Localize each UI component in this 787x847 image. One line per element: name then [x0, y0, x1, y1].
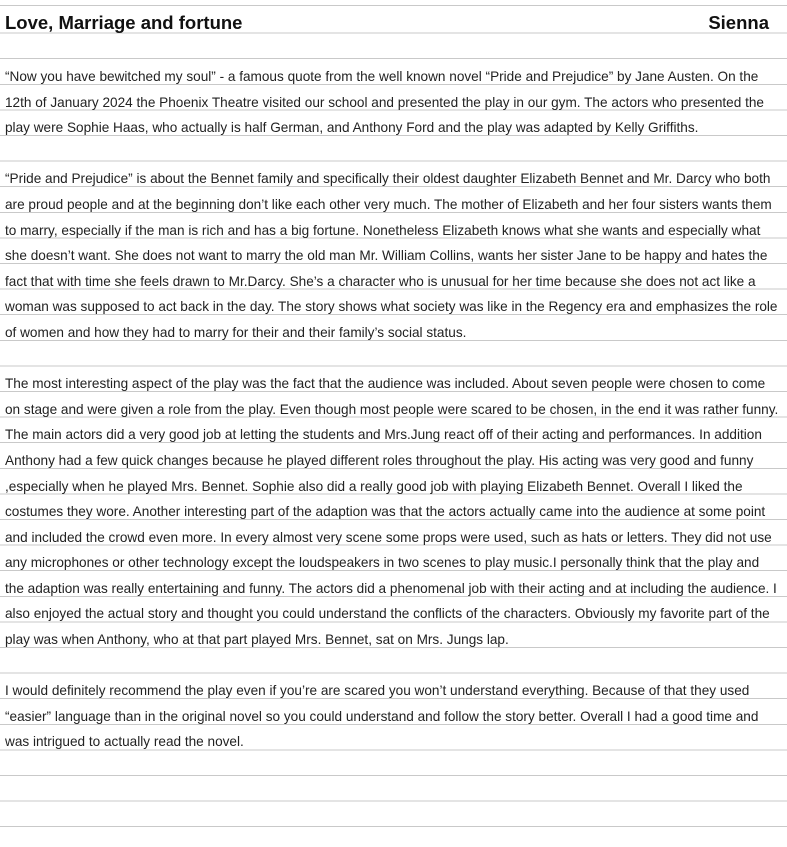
author-name: Sienna — [708, 12, 769, 33]
document-body — [5, 64, 780, 781]
paragraph-intro: “Now you have bewitched my soul” - a famous quote from the well known novel “Pride and Prejudice” by Jane Austen. On the 12th of January 2024 the Phoenix Theatre visited our school and presented the play in our gym. The actors who presented the play were Sophie Haas, who actually is half German, and Anthony Ford and the play was adapted by Kelly Griffiths. — [5, 69, 764, 136]
paragraph-plot: “Pride and Prejudice” is about the Bennet family and specifically their oldest daughter Elizabeth Bennet and Mr. Darcy who both are proud people and at the beginning don’t like each other very much. The mother of Elizabeth and her four sisters wants them to marry, especially if the man is rich and has a big fortune. Nonetheless Elizabeth knows what she wants and especially what she doesn’t want. She does not want to marry the old man Mr. William Collins, wants her sister Jane to be happy and hates the fact that with time she feels drawn to Mr.Darcy. She’s a character who is unusual for her time because she does not act like a woman was supposed to act back in the day. The story shows what society was like in the Regency era and emphasizes the role of women and how they had to marry for their and their family’s social status. — [5, 171, 778, 340]
document-title: Love, Marriage and fortune — [5, 12, 243, 33]
paragraph-recommendation: I would definitely recommend the play even if you’re are scared you won’t understand everything. Because of that they used “easier” language than in the original novel so you could understand and follow the story better. Overall I had a good time and was intrigued to actually read the novel. — [5, 683, 759, 750]
paragraph-review: The most interesting aspect of the play was the fact that the audience was included. About seven people were chosen to come on stage and were given a role from the play. Even though most people were scared to be chosen, in the end it was rather funny. The main actors did a very good job at letting the students and Mrs.Jung react off of their acting and performances. In addition Anthony had a few quick changes because he played different roles throughout the play. His acting was very good and funny ,especially when he played Mrs. Bennet. Sophie also did a really good job with playing Elizabeth Bennet. Overall I liked the costumes they wore. Another interesting part of the adaption was that the actors actually came into the audience at some point and included the crowd even more. In every almost very scene some props were used, such as hats or letters. They did not use any microphones or other technology except the loudspeakers in two scenes to play music.I personally think that the play and the adaption was really entertaining and funny. The actors did a phenomenal job with their acting and at including the audience. I also enjoyed the actual story and thought you could understand the conflicts of the characters. Obviously my favorite part of the play was when Anthony, who at that part played Mrs. Bennet, sat on Mrs. Jungs lap. — [5, 376, 779, 648]
document-header — [5, 12, 769, 38]
